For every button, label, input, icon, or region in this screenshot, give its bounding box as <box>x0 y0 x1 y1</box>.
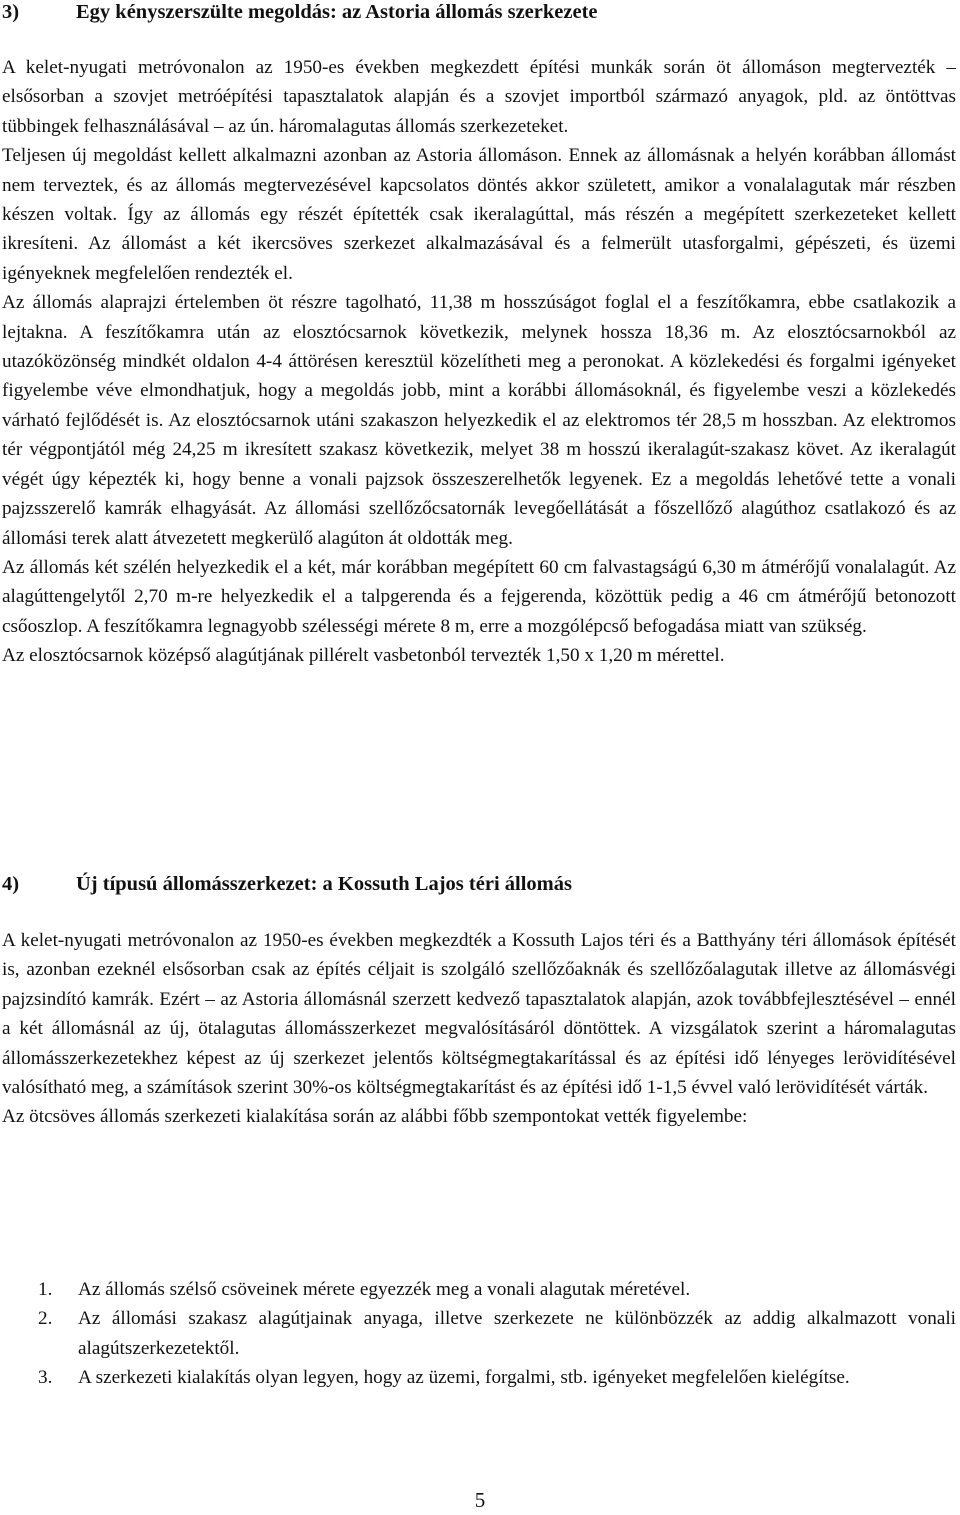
list-item <box>2 1363 956 1392</box>
section-3-heading <box>2 0 598 24</box>
section-4-title: Új típusú állomásszerkezet: a Kossuth Lajos téri állomás <box>76 873 572 895</box>
list-marker: 1. <box>38 1279 53 1300</box>
paragraph: A kelet-nyugati metróvonalon az 1950-es években megkezdték a Kossuth Lajos téri és a Batthyány téri állomások építését is, azonban ezeknél elsősorban csak az építés céljait is szolgáló szellőzőaknák és szellőzőalagutak illetve az állomásvégi pajzsindító kamrák. Ezért – az Astoria állomásnál szerzett kedvező tapasztalatok alapján, azok továbbfejlesztésével – ennél a két állomásnál az új, ötalagutas állomásszerkezet megvalósításáról döntöttek. A vizsgálatok szerint a háromalagutas állomásszerkezetekhez képest az új szerkezet jelentős költségmegtakarítással és az építési idő lényeges lerövidítésével valósítható meg, a számítások szerint 30%-os költségmegtakarítást és az építési idő 1-1,5 évvel való lerövidítését várták. <box>2 930 956 1099</box>
paragraph: Az állomás két szélén helyezkedik el a két, már korábban megépített 60 cm falvastagságú 6,30 m átmérőjű vonalalagút. Az alagúttengelytől 2,70 m-re helyezkedik el a talpgerenda és a fejgerenda, közöttük pedig a 46 cm átmérőjű betonozott csőoszlop. A feszítőkamra legnagyobb szélességi mérete 8 m, erre a mozgólépcső befogadása miatt van szükség. <box>2 556 956 637</box>
paragraph: Teljesen új megoldást kellett alkalmazni azonban az Astoria állomáson. Ennek az állomásnak a helyén korábban állomást nem terveztek, és az állomás megtervezésével kapcsolatos döntés akkor született, amikor a vonalalagutak már részben készen voltak. Így az állomás egy részét építették csak ikeralagúttal, más részén a megépített szerkezeteket kellett ikresíteni. Az állomást a két ikercsöves szerkezet alkalmazásával és a felmerült utasforgalmi, gépészeti, és üzemi igényeknek megfelelően rendezték el. <box>2 145 956 284</box>
list-item-text: A szerkezeti kialakítás olyan legyen, hogy az üzemi, forgalmi, stb. igényeket megfelelően kielégítse. <box>78 1367 850 1389</box>
section-3-body <box>2 53 956 671</box>
paragraph: Az elosztócsarnok középső alagútjának pillérelt vasbetonból tervezték 1,50 x 1,20 m mérettel. <box>2 645 725 667</box>
section-3-title: Egy kényszerszülte megoldás: az Astoria állomás szerkezete <box>76 1 598 23</box>
list-marker: 3. <box>38 1367 53 1389</box>
list-item-text: Az állomási szakasz alagútjainak anyaga, illetve szerkezete ne különbözzék az addig alkalmazott vonali alagútszerkezetektől. <box>78 1308 956 1359</box>
section-4-body <box>2 926 956 1132</box>
section-4-heading <box>2 872 572 896</box>
list-marker: 2. <box>38 1308 53 1330</box>
criteria-list <box>2 1275 956 1393</box>
paragraph: Az ötcsöves állomás szerkezeti kialakítása során az alábbi főbb szempontokat vették figyelembe: <box>2 1106 748 1128</box>
list-item-text: Az állomás szélső csöveinek mérete egyezzék meg a vonali alagutak méretével. <box>78 1279 691 1300</box>
section-3-number: 3) <box>2 1 20 23</box>
section-4-number: 4) <box>2 873 20 895</box>
paragraph: Az állomás alaprajzi értelemben öt részre tagolható, 11,38 m hosszúságot foglal el a feszítőkamra, ebbe csatlakozik a lejtakna. A feszítőkamra után az elosztócsarnok következik, melynek hossza 18,36 m. Az elosztócsarnokból az utazóközönség mindkét oldalon 4-4 áttörésen keresztül közelítheti meg a peronokat. A közlekedési és forgalmi igényeket figyelembe véve elmondhatjuk, hogy a megoldás jobb, mint a korábbi állomásoknál, és figyelembe veszi a közlekedés várható fejlődését is. Az elosztócsarnok utáni szakaszon helyezkedik el az elektromos tér 28,5 m hosszban. Az elektromos tér végpontjától még 24,25 m ikresített szakasz következik, melyet 38 m hosszú ikeralagút-szakasz követ. Az ikeralagút végét úgy képezték ki, hogy benne a vonali pajzsok összeszerelhetők legyenek. Ez a megoldás lehetővé tette a vonali pajzsszerelő kamrák elhagyását. Az állomási szellőzőcsatornák levegőellátását a főszellőző alagúthoz csatlakozó és az állomási terek alatt átvezetett megkerülő alagúton át oldották meg. <box>2 292 956 549</box>
list-item <box>2 1275 956 1304</box>
list-item <box>2 1304 956 1363</box>
paragraph: A kelet-nyugati metróvonalon az 1950-es években megkezdett építési munkák során öt állomáson megtervezték – elsősorban a szovjet metróépítési tapasztalatok alapján és a szovjet importból származó anyagok, pld. az öntöttvas tübbingek felhasználásával – az ún. háromalagutas állomás szerkezeteket. <box>2 57 956 137</box>
page-number: 5 <box>474 1488 486 1512</box>
